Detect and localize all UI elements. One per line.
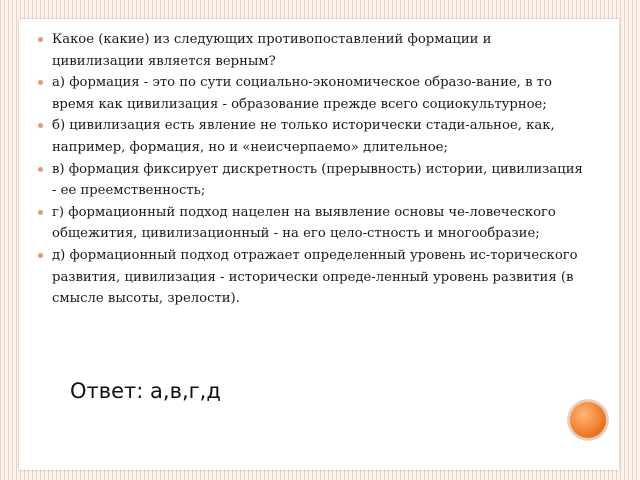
bullet-text: б) цивилизация есть явление не только исторически стади-альное, как, например, формация, но и «неисчерпаемо» длительное; — [52, 118, 555, 155]
bullet-dot-icon — [38, 210, 43, 215]
bullet-list — [38, 29, 583, 310]
bullet-item-b — [38, 115, 583, 158]
bullet-dot-icon — [38, 80, 43, 85]
bullet-dot-icon — [38, 253, 43, 258]
slide-canvas — [19, 19, 619, 470]
bullet-text: Какое (какие) из следующих противопоставлений формации и цивилизации является верным? — [52, 32, 492, 69]
bullet-item-d — [38, 245, 583, 310]
bullet-text: а) формация - это по сути социально-экономическое образо-вание, в то время как цивилизация - образование прежде всего социокультурное; — [52, 75, 552, 112]
bullet-text: в) формация фиксирует дискретность (прерывность) истории, цивилизация - ее преемственность; — [52, 161, 583, 199]
bullet-item-a — [38, 72, 583, 115]
bullet-dot-icon — [38, 37, 43, 42]
bullet-text: г) формационный подход нацелен на выявление основы че-ловеческого общежития, цивилизационный - на его цело-стность и многообразие; — [52, 204, 556, 242]
bullet-item-question — [38, 29, 583, 72]
bullet-item-g — [38, 202, 583, 245]
bullet-text: д) формационный подход отражает определенный уровень ис-торического развития, цивилизация - исторически опреде-ленный уровень развития (в смысле высоты, зрелости). — [52, 247, 578, 307]
bullet-dot-icon — [38, 167, 43, 172]
answer-text: Ответ: а,в,г,д — [70, 379, 221, 403]
bullet-item-v — [38, 159, 583, 202]
bullet-dot-icon — [38, 123, 43, 128]
orange-orb-icon — [570, 402, 606, 438]
